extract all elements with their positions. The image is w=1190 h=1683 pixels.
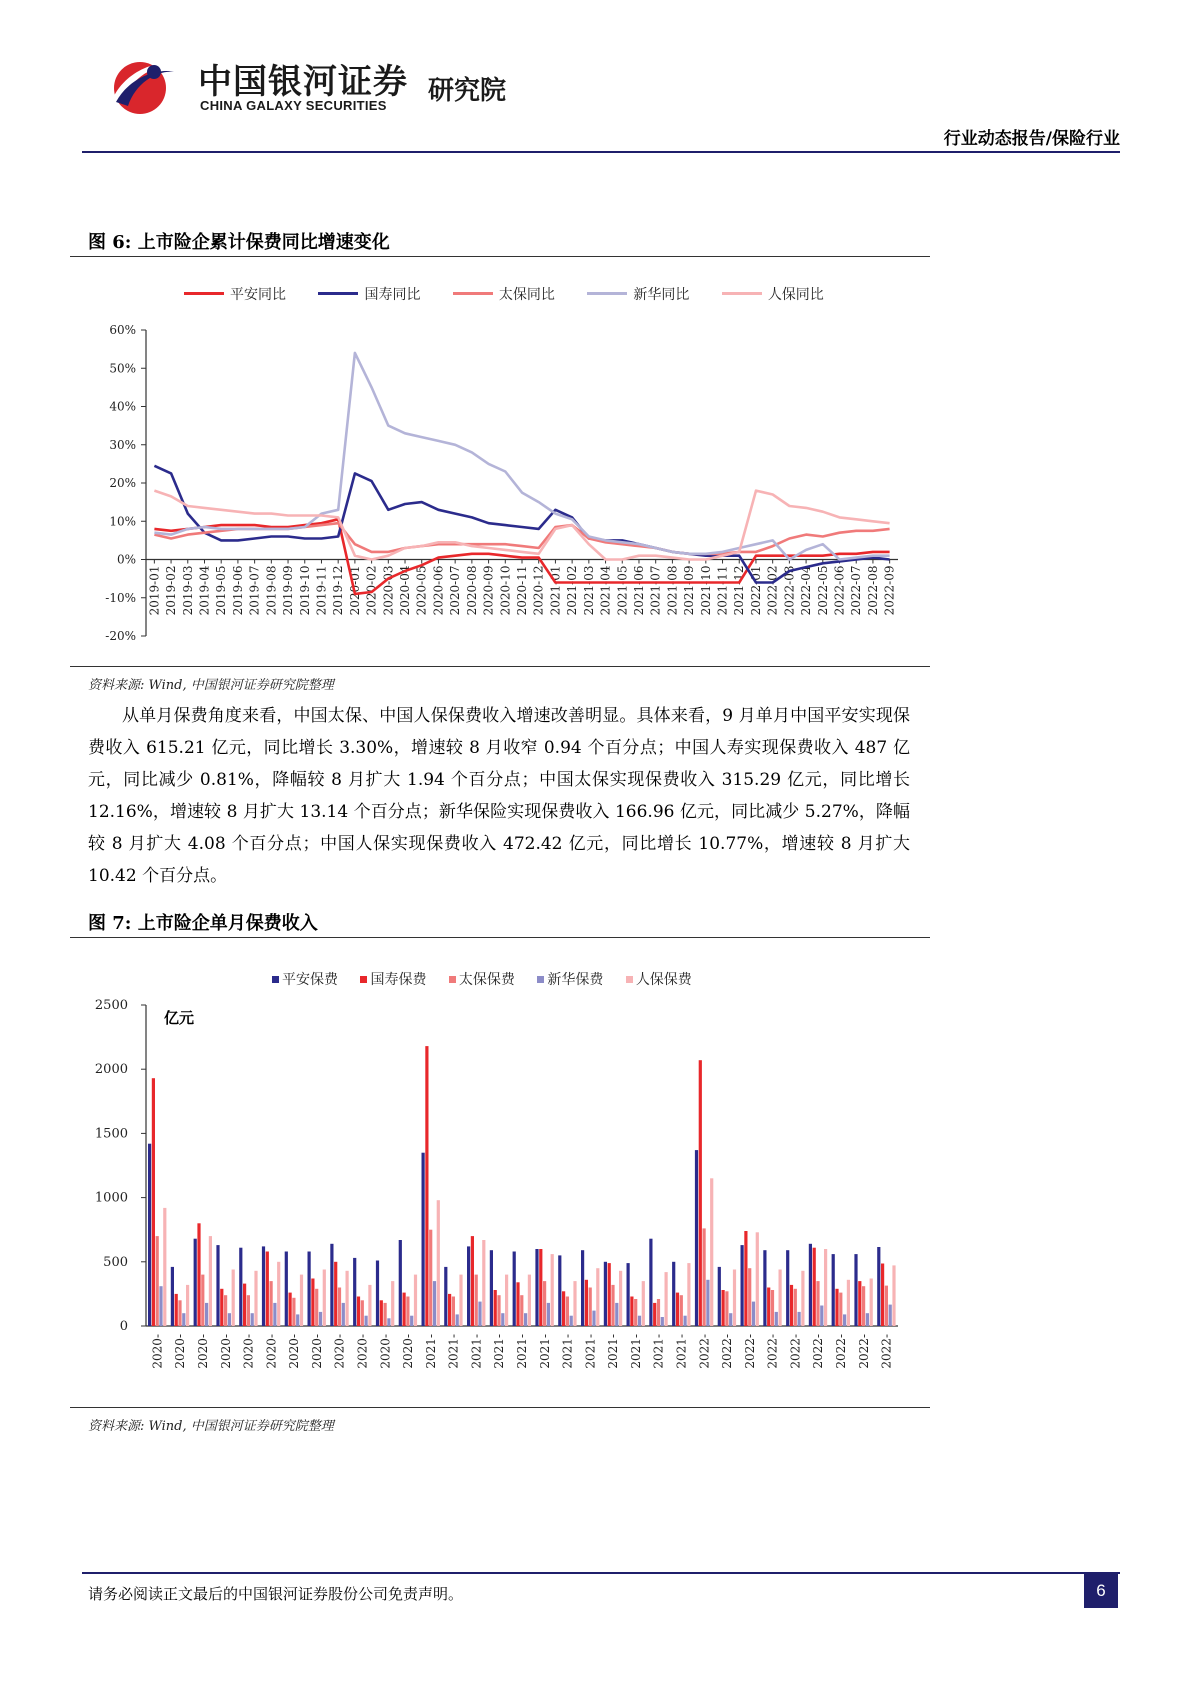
- x-tick-label: 2021-10: [698, 565, 713, 616]
- bar: [547, 1303, 550, 1326]
- bar: [391, 1281, 394, 1326]
- x-tick-label: 2021-09: [682, 565, 697, 616]
- x-tick-label: 2020-03: [381, 565, 396, 616]
- bar: [148, 1144, 151, 1326]
- bar: [794, 1289, 797, 1326]
- figure7-top-rule: [70, 937, 930, 938]
- x-tick-label: 2022-07: [849, 565, 864, 616]
- bar: [520, 1295, 523, 1326]
- bar: [581, 1250, 584, 1326]
- bar: [243, 1284, 246, 1326]
- legend-label: 太保同比: [498, 286, 555, 303]
- bar: [676, 1293, 679, 1326]
- bar: [422, 1153, 425, 1326]
- x-tick-label: 2022-04: [799, 565, 814, 616]
- x-tick-label: 2022-: [720, 1334, 735, 1369]
- x-tick-label: 2020-04: [398, 565, 413, 616]
- bar: [885, 1286, 888, 1326]
- bar: [357, 1297, 360, 1327]
- figure7-bottom-rule: [70, 1407, 930, 1408]
- bar: [866, 1313, 869, 1326]
- unit-label: 亿元: [164, 1009, 195, 1027]
- bar: [216, 1245, 219, 1326]
- x-tick-label: 2020-10: [498, 565, 513, 616]
- bar: [197, 1223, 200, 1326]
- figure7-source: 资料来源: Wind, 中国银河证券研究院整理: [88, 1419, 334, 1434]
- bar: [163, 1208, 166, 1326]
- x-tick-label: 2021-05: [615, 565, 630, 616]
- series-line: [154, 466, 889, 583]
- x-tick-label: 2020-: [355, 1334, 370, 1369]
- bar: [798, 1312, 801, 1326]
- x-tick-label: 2019-02: [164, 565, 179, 616]
- x-tick-label: 2022-: [856, 1334, 871, 1369]
- bar: [505, 1275, 508, 1326]
- x-tick-label: 2021-: [537, 1334, 552, 1369]
- x-tick-label: 2021-: [606, 1334, 621, 1369]
- x-tick-label: 2019-08: [264, 565, 279, 616]
- bar: [680, 1295, 683, 1326]
- bar: [752, 1302, 755, 1326]
- bar: [437, 1200, 440, 1326]
- bar: [429, 1230, 432, 1326]
- bar: [156, 1236, 159, 1326]
- bar: [870, 1279, 873, 1327]
- x-tick-label: 2021-: [446, 1334, 461, 1369]
- bar: [820, 1306, 823, 1327]
- bar: [342, 1303, 345, 1326]
- bar: [478, 1302, 481, 1326]
- bar: [725, 1291, 728, 1326]
- bar: [482, 1240, 485, 1326]
- legend-label: 国寿同比: [364, 286, 421, 303]
- bar: [205, 1303, 208, 1326]
- x-tick-label: 2022-06: [832, 565, 847, 616]
- bar: [277, 1262, 280, 1326]
- figure6-source: 资料来源: Wind, 中国银河证券研究院整理: [88, 678, 334, 693]
- x-tick-label: 2019-09: [281, 565, 296, 616]
- y-tick-label: 1500: [94, 1126, 128, 1142]
- bar: [771, 1290, 774, 1326]
- x-tick-label: 2019-05: [214, 565, 229, 616]
- legend-label: 平安同比: [230, 286, 286, 303]
- bar: [273, 1303, 276, 1326]
- y-tick-label: 2500: [94, 998, 128, 1013]
- bar: [406, 1297, 409, 1327]
- bar: [368, 1285, 371, 1326]
- bar: [182, 1313, 185, 1326]
- bar: [881, 1264, 884, 1327]
- bar: [399, 1240, 402, 1326]
- bar: [319, 1312, 322, 1326]
- bar: [262, 1246, 265, 1326]
- bar: [228, 1313, 231, 1326]
- bar: [513, 1252, 516, 1327]
- bar: [779, 1270, 782, 1327]
- x-tick-label: 2020-: [401, 1334, 416, 1369]
- bar: [608, 1263, 611, 1326]
- bar: [296, 1314, 299, 1326]
- bar: [627, 1263, 630, 1326]
- bar: [592, 1311, 595, 1326]
- bar: [566, 1297, 569, 1327]
- x-tick-label: 2022-01: [748, 565, 763, 616]
- bar: [657, 1299, 660, 1326]
- x-tick-label: 2021-03: [581, 565, 596, 616]
- bar: [706, 1280, 709, 1326]
- bar: [744, 1231, 747, 1326]
- page-number: 6: [1084, 1574, 1118, 1608]
- bar: [877, 1247, 880, 1326]
- x-tick-label: 2021-12: [732, 565, 747, 616]
- bar: [710, 1178, 713, 1326]
- bar: [365, 1316, 368, 1326]
- x-tick-label: 2021-11: [715, 565, 730, 616]
- bar: [813, 1248, 816, 1326]
- bar: [839, 1293, 842, 1326]
- bar: [558, 1255, 561, 1326]
- figure7-bar-chart: [0, 980, 1190, 1390]
- bar: [889, 1305, 892, 1326]
- footer-divider: [82, 1572, 1120, 1574]
- x-tick-label: 2022-09: [882, 565, 897, 616]
- bar: [854, 1254, 857, 1326]
- report-type: 行业动态报告/保险行业: [943, 129, 1120, 149]
- bar: [661, 1317, 664, 1326]
- bar: [604, 1262, 607, 1326]
- bar: [573, 1281, 576, 1326]
- y-tick-label: -10%: [105, 590, 136, 605]
- bar: [516, 1282, 519, 1326]
- bar: [816, 1281, 819, 1326]
- bar: [475, 1275, 478, 1326]
- x-tick-label: 2020-: [195, 1334, 210, 1369]
- figure6-line-chart: [0, 0, 1190, 680]
- bar: [699, 1060, 702, 1326]
- bar: [615, 1303, 618, 1326]
- bar: [543, 1281, 546, 1326]
- x-tick-label: 2022-: [742, 1334, 757, 1369]
- x-tick-label: 2019-07: [247, 565, 262, 616]
- bar: [786, 1250, 789, 1326]
- bar: [733, 1270, 736, 1327]
- bar: [535, 1249, 538, 1326]
- bar: [334, 1262, 337, 1326]
- bar: [763, 1250, 766, 1326]
- y-tick-label: 500: [103, 1254, 128, 1270]
- y-tick-label: 0: [119, 1319, 128, 1334]
- x-tick-label: 2022-: [765, 1334, 780, 1369]
- x-tick-label: 2022-: [879, 1334, 894, 1369]
- bar: [387, 1318, 390, 1326]
- bar: [467, 1246, 470, 1326]
- x-tick-label: 2021-: [560, 1334, 575, 1369]
- x-tick-label: 2021-: [515, 1334, 529, 1369]
- bar: [239, 1248, 242, 1326]
- bar: [497, 1295, 500, 1326]
- x-tick-label: 2022-: [811, 1334, 826, 1369]
- x-tick-label: 2019-06: [230, 565, 245, 616]
- bar: [809, 1244, 812, 1326]
- x-tick-label: 2022-05: [815, 565, 830, 616]
- bar: [380, 1300, 383, 1326]
- bar: [247, 1295, 250, 1326]
- figure6-title: 图 6: 上市险企累计保费同比增速变化: [88, 232, 390, 253]
- bar: [201, 1275, 204, 1326]
- bar: [152, 1078, 155, 1326]
- y-tick-label: 50%: [109, 361, 136, 376]
- x-tick-label: 2020-: [264, 1334, 279, 1369]
- brand-name-en: CHINA GALAXY SECURITIES: [200, 98, 387, 113]
- y-tick-label: 10%: [109, 514, 136, 529]
- bar: [539, 1249, 542, 1326]
- x-tick-label: 2022-: [788, 1334, 803, 1369]
- x-tick-label: 2021-01: [548, 565, 563, 616]
- bar: [642, 1281, 645, 1326]
- y-tick-label: 40%: [109, 399, 136, 414]
- x-tick-label: 2021-: [651, 1334, 666, 1369]
- bar: [433, 1281, 436, 1326]
- bar: [490, 1250, 493, 1326]
- x-tick-label: 2021-: [469, 1334, 484, 1369]
- bar: [471, 1236, 474, 1326]
- x-tick-label: 2021-: [492, 1334, 507, 1369]
- series-line: [154, 353, 889, 560]
- bar: [551, 1254, 554, 1326]
- bar: [323, 1270, 326, 1327]
- x-tick-label: 2019-10: [297, 565, 312, 616]
- bar: [224, 1295, 227, 1326]
- x-tick-label: 2021-07: [648, 565, 663, 616]
- legend-label: 国寿保费: [370, 972, 427, 988]
- bar: [289, 1293, 292, 1326]
- bar: [186, 1285, 189, 1326]
- x-tick-label: 2020-06: [431, 565, 446, 616]
- x-tick-label: 2019-11: [314, 565, 329, 616]
- bar: [266, 1252, 269, 1327]
- bar: [270, 1281, 273, 1326]
- legend-label: 新华保费: [547, 972, 604, 988]
- x-tick-label: 2021-02: [565, 565, 580, 616]
- y-tick-label: 1000: [94, 1190, 128, 1206]
- bar: [619, 1271, 622, 1326]
- bar: [634, 1299, 637, 1326]
- bar: [501, 1313, 504, 1326]
- bar: [528, 1275, 531, 1326]
- x-tick-label: 2020-05: [414, 565, 429, 616]
- x-tick-label: 2022-03: [782, 565, 797, 616]
- bar: [741, 1245, 744, 1326]
- bar: [361, 1300, 364, 1326]
- x-tick-label: 2020-: [309, 1334, 324, 1369]
- bar: [801, 1271, 804, 1326]
- bar: [353, 1258, 356, 1326]
- bar: [570, 1316, 573, 1326]
- x-tick-label: 2021-: [423, 1334, 438, 1369]
- figure7-title: 图 7: 上市险企单月保费收入: [88, 913, 318, 934]
- x-tick-label: 2022-08: [865, 565, 880, 616]
- bar: [494, 1290, 497, 1326]
- bar: [858, 1281, 861, 1326]
- bar: [589, 1288, 592, 1327]
- bar: [403, 1293, 406, 1326]
- bar: [220, 1289, 223, 1326]
- bar: [832, 1254, 835, 1326]
- bar: [459, 1275, 462, 1326]
- figure6-bottom-rule: [70, 666, 930, 667]
- legend-label: 太保保费: [458, 972, 515, 988]
- bar: [311, 1279, 314, 1327]
- x-tick-label: 2022-: [697, 1334, 712, 1369]
- bar: [315, 1289, 318, 1326]
- bar: [596, 1268, 599, 1326]
- bar: [835, 1289, 838, 1326]
- bar: [611, 1285, 614, 1326]
- legend-label: 人保保费: [635, 972, 692, 988]
- x-tick-label: 2020-07: [448, 565, 463, 616]
- x-tick-label: 2020-: [173, 1334, 188, 1369]
- x-tick-label: 2019-04: [197, 565, 212, 616]
- bar: [756, 1232, 759, 1326]
- x-tick-label: 2020-: [150, 1334, 165, 1369]
- x-tick-label: 2021-: [583, 1334, 598, 1369]
- bar: [653, 1303, 656, 1326]
- bar: [456, 1314, 459, 1326]
- bar: [684, 1316, 687, 1326]
- x-tick-label: 2022-: [834, 1334, 849, 1369]
- bar: [638, 1316, 641, 1326]
- y-tick-label: 2000: [94, 1062, 128, 1078]
- bar: [171, 1267, 174, 1326]
- x-tick-label: 2022-02: [765, 565, 780, 616]
- x-tick-label: 2020-: [287, 1334, 302, 1369]
- x-tick-label: 2021-: [628, 1334, 643, 1369]
- bar: [300, 1275, 303, 1326]
- institute-label: 研究院: [428, 76, 507, 106]
- bar: [425, 1046, 428, 1326]
- bar: [649, 1239, 652, 1326]
- y-tick-label: 20%: [109, 476, 136, 490]
- x-tick-label: 2020-: [332, 1334, 347, 1369]
- x-tick-label: 2020-11: [515, 565, 529, 616]
- bar: [847, 1280, 850, 1326]
- bar: [178, 1300, 181, 1326]
- bar: [159, 1286, 162, 1326]
- bar: [524, 1313, 527, 1326]
- bar: [384, 1303, 387, 1326]
- bar: [254, 1271, 257, 1326]
- bar: [194, 1239, 197, 1326]
- bar: [892, 1265, 895, 1326]
- x-tick-label: 2021-06: [631, 565, 646, 616]
- bar: [843, 1314, 846, 1326]
- bar: [376, 1261, 379, 1327]
- bar: [346, 1271, 349, 1326]
- x-tick-label: 2020-: [218, 1334, 233, 1369]
- bar: [687, 1263, 690, 1326]
- bar: [209, 1236, 212, 1326]
- bar: [251, 1313, 254, 1326]
- bar: [729, 1313, 732, 1326]
- bar: [232, 1270, 235, 1327]
- bar: [562, 1291, 565, 1326]
- bar: [308, 1252, 311, 1327]
- bar: [824, 1249, 827, 1326]
- bar: [175, 1294, 178, 1326]
- x-tick-label: 2019-12: [331, 565, 346, 616]
- bar: [695, 1150, 698, 1326]
- y-tick-label: 0%: [116, 552, 136, 567]
- bar: [775, 1312, 778, 1326]
- x-tick-label: 2019-03: [180, 565, 195, 616]
- bar: [718, 1267, 721, 1326]
- bar: [410, 1316, 413, 1326]
- x-tick-label: 2021-: [674, 1334, 689, 1369]
- x-tick-label: 2020-09: [481, 565, 496, 616]
- bar: [790, 1285, 793, 1326]
- x-tick-label: 2020-01: [347, 565, 362, 616]
- bar: [862, 1286, 865, 1326]
- bar: [452, 1297, 455, 1327]
- x-tick-label: 2021-08: [665, 565, 680, 616]
- x-tick-label: 2020-12: [531, 565, 546, 616]
- bar: [444, 1267, 447, 1326]
- bar: [703, 1228, 706, 1326]
- x-tick-label: 2020-08: [464, 565, 479, 616]
- bar: [292, 1298, 295, 1326]
- bar: [672, 1262, 675, 1326]
- x-tick-label: 2020-: [378, 1334, 393, 1369]
- body-paragraph: 从单月保费角度来看，中国太保、中国人保保费收入增速改善明显。具体来看，9 月单月中国平安实现保费收入 615.21 亿元，同比增长 3.30%，增速较 8 月收窄 0.94 个百分点；中国人寿实现保费收入 487 亿元，同比减少 0.81%，降幅较 8 月扩大 1.94 个百分点；中国太保实现保费收入 315.29 亿元，同比增长 12.16%，增速较 8 月扩大 13.14 个百分点；新华保险实现保费收入 166.96 亿元，同比减少 5.27%，降幅较 8 月扩大 4.08 个百分点；中国人保实现保费收入 472.42 亿元，同比增长 10.77%，增速较 8 月扩大 10.42 个百分点。: [88, 706, 910, 886]
- x-tick-label: 2020-02: [364, 565, 379, 616]
- bar: [330, 1244, 333, 1326]
- y-tick-label: 60%: [109, 323, 136, 337]
- legend-label: 新华同比: [633, 286, 690, 303]
- legend-label: 人保同比: [767, 286, 824, 303]
- bar: [285, 1252, 288, 1327]
- bar: [338, 1288, 341, 1327]
- x-tick-label: 2019-01: [147, 565, 162, 616]
- x-tick-label: 2021-04: [598, 565, 613, 616]
- bar: [767, 1288, 770, 1327]
- footer-disclaimer: 请务必阅读正文最后的中国银河证券股份公司免责声明。: [88, 1585, 464, 1603]
- brand-name-cn: 中国银河证券: [198, 62, 408, 102]
- bar: [585, 1280, 588, 1326]
- y-tick-label: -20%: [105, 629, 136, 643]
- bar: [448, 1294, 451, 1326]
- bar: [722, 1290, 725, 1326]
- bar: [414, 1275, 417, 1326]
- y-tick-label: 30%: [109, 437, 136, 452]
- bar: [748, 1268, 751, 1326]
- bar: [665, 1272, 668, 1326]
- bar: [630, 1297, 633, 1327]
- x-tick-label: 2020-: [241, 1334, 256, 1369]
- legend-label: 平安保费: [282, 972, 338, 988]
